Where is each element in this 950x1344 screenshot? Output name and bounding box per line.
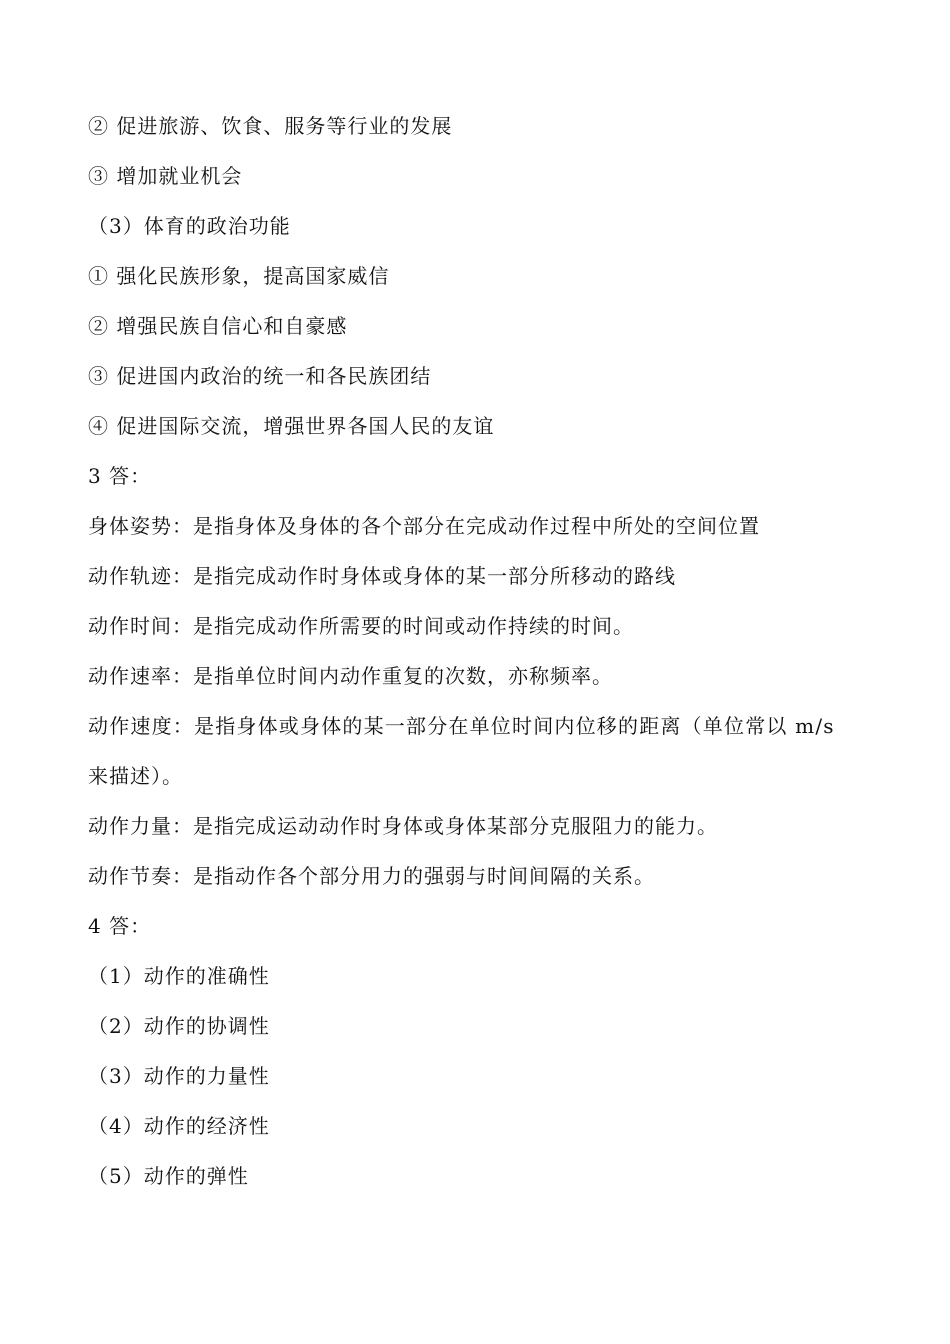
definition-movement-time: 动作时间：是指完成动作所需要的时间或动作持续的时间。: [88, 614, 634, 638]
list-item-accuracy: （1）动作的准确性: [88, 964, 270, 988]
list-item-political-unity: ③ 促进国内政治的统一和各民族团结: [88, 364, 432, 388]
list-item-national-image: ① 强化民族形象，提高国家威信: [88, 264, 390, 288]
definition-movement-strength: 动作力量：是指完成运动动作时身体或身体某部分克服阻力的能力。: [88, 814, 718, 838]
list-item-national-confidence: ② 增强民族自信心和自豪感: [88, 314, 348, 338]
list-item-employment: ③ 增加就业机会: [88, 164, 243, 188]
definition-movement-trajectory: 动作轨迹：是指完成动作时身体或身体的某一部分所移动的路线: [88, 564, 676, 588]
definition-movement-speed: 动作速度：是指身体或身体的某一部分在单位时间内位移的距离（单位常以 m/s: [88, 714, 835, 738]
document-body: [88, 101, 878, 1201]
definition-movement-rhythm: 动作节奏：是指动作各个部分用力的强弱与时间间隔的关系。: [88, 864, 655, 888]
list-item-promote-tourism: ② 促进旅游、饮食、服务等行业的发展: [88, 114, 453, 138]
definition-body-posture: 身体姿势：是指身体及身体的各个部分在完成动作过程中所处的空间位置: [88, 514, 760, 538]
section-heading-political-function: （3）体育的政治功能: [88, 214, 291, 238]
list-item-elasticity: （5）动作的弹性: [88, 1164, 249, 1188]
answer-3-heading: 3 答：: [88, 464, 152, 488]
list-item-coordination: （2）动作的协调性: [88, 1014, 270, 1038]
list-item-international-exchange: ④ 促进国际交流，增强世界各国人民的友谊: [88, 414, 495, 438]
definition-movement-speed-continued: 来描述）。: [88, 764, 183, 788]
list-item-strength: （3）动作的力量性: [88, 1064, 270, 1088]
definition-movement-rate: 动作速率：是指单位时间内动作重复的次数，亦称频率。: [88, 664, 613, 688]
answer-4-heading: 4 答：: [88, 914, 152, 938]
list-item-economy: （4）动作的经济性: [88, 1114, 270, 1138]
